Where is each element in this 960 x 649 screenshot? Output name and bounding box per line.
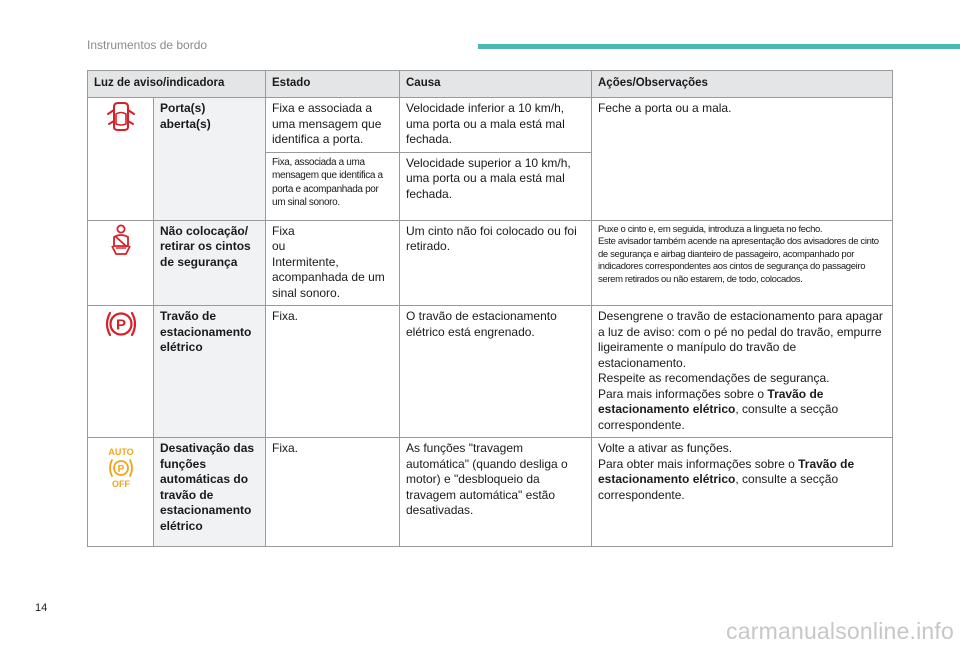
auto-icon-bottom-text: OFF bbox=[111, 479, 130, 489]
cause-door-low: Velocidade inferior a 10 km/h, uma porta ou a mala está mal fechada. bbox=[400, 98, 592, 153]
light-label-auto-off: Desativação das funções automáticas do travão de estacionamento elétrico bbox=[154, 438, 266, 547]
action-more-text: Para obter mais informações sobre o bbox=[598, 456, 795, 471]
action-end-text: , consulte a secção correspondente. bbox=[598, 402, 839, 432]
action-seatbelt bbox=[592, 220, 893, 306]
seatbelt-icon bbox=[88, 220, 154, 306]
cause-seatbelt: Um cinto não foi colocado ou foi retirado. bbox=[400, 220, 592, 306]
table-row bbox=[88, 306, 893, 438]
action-auto-off bbox=[592, 438, 893, 547]
action-line bbox=[598, 387, 886, 434]
action-parking-brake bbox=[592, 306, 893, 438]
state-door-low: Fixa e associada a uma mensagem que identifica a porta. bbox=[266, 98, 400, 153]
cause-auto-off: As funções "travagem automática" (quando desliga o motor) e "desbloqueio da travagem automática" estão desativadas. bbox=[400, 438, 592, 547]
door-open-icon bbox=[88, 98, 154, 221]
action-line bbox=[598, 457, 886, 504]
action-line: Volte a ativar as funções. bbox=[598, 441, 733, 455]
cause-parking-brake: O travão de estacionamento elétrico está engrenado. bbox=[400, 306, 592, 438]
auto-icon-letter: P bbox=[117, 464, 124, 475]
section-title: Instrumentos de bordo bbox=[87, 38, 208, 52]
state-line: ou bbox=[272, 239, 286, 253]
light-label-seatbelt: Não colocação/ retirar os cintos de segurança bbox=[154, 220, 266, 306]
table-header-row bbox=[88, 71, 893, 98]
column-header-cause: Causa bbox=[400, 71, 592, 98]
action-end-text: , consulte a secção correspondente. bbox=[598, 472, 839, 502]
action-door: Feche a porta ou a mala. bbox=[592, 98, 893, 221]
cause-door-high: Velocidade superior a 10 km/h, uma porta ou a mala está mal fechada. bbox=[400, 152, 592, 220]
state-auto-off: Fixa. bbox=[266, 438, 400, 547]
state-line: Fixa bbox=[272, 223, 295, 238]
parking-brake-icon bbox=[88, 306, 154, 438]
section-accent-bar bbox=[478, 44, 960, 49]
action-line: Este avisador também acende na apresentação dos avisadores de cinto de segurança e airbag dianteiro de passageiro, acompanhado por indicadores correspondentes aos cintos de segurança do passageiro serem retirados ou não estarem, de todo, colocados. bbox=[598, 236, 879, 285]
action-line: Desengrene o travão de estacionamento para apagar a luz de aviso: com o pé no pedal do travão, empurre ligeiramente o manípulo do travão de estacionamento. bbox=[598, 309, 883, 370]
action-line: Puxe o cinto e, em seguida, introduza a lingueta no fecho. bbox=[598, 223, 823, 235]
table-row bbox=[88, 98, 893, 153]
section-reference: Travão de estacionamento elétrico bbox=[598, 456, 855, 486]
state-line: Intermitente, acompanhada de um sinal sonoro. bbox=[272, 254, 385, 300]
action-line: Respeite as recomendações de segurança. bbox=[598, 371, 830, 385]
state-door-high: Fixa, associada a uma mensagem que identifica a porta e acompanhada por um sinal sonoro. bbox=[266, 152, 400, 220]
page-number: 14 bbox=[35, 602, 48, 614]
column-header-light: Luz de aviso/indicadora bbox=[88, 71, 266, 98]
column-header-actions: Ações/Observações bbox=[592, 71, 893, 98]
warning-lights-table bbox=[87, 70, 893, 547]
parking-brake-icon-letter: P bbox=[115, 316, 126, 334]
column-header-state: Estado bbox=[266, 71, 400, 98]
light-label-door: Porta(s) aberta(s) bbox=[154, 98, 266, 221]
state-parking-brake: Fixa. bbox=[266, 306, 400, 438]
watermark: carmanualsonline.info bbox=[726, 618, 954, 644]
light-label-parking-brake: Travão de estacionamento elétrico bbox=[154, 306, 266, 438]
table-row bbox=[88, 438, 893, 547]
table-row bbox=[88, 220, 893, 306]
section-reference: Travão de estacionamento elétrico bbox=[598, 386, 824, 416]
action-more-text: Para mais informações sobre o bbox=[598, 386, 765, 401]
auto-parking-brake-off-icon bbox=[88, 438, 154, 547]
state-seatbelt bbox=[266, 220, 400, 306]
auto-icon-top-text: AUTO bbox=[107, 447, 134, 457]
